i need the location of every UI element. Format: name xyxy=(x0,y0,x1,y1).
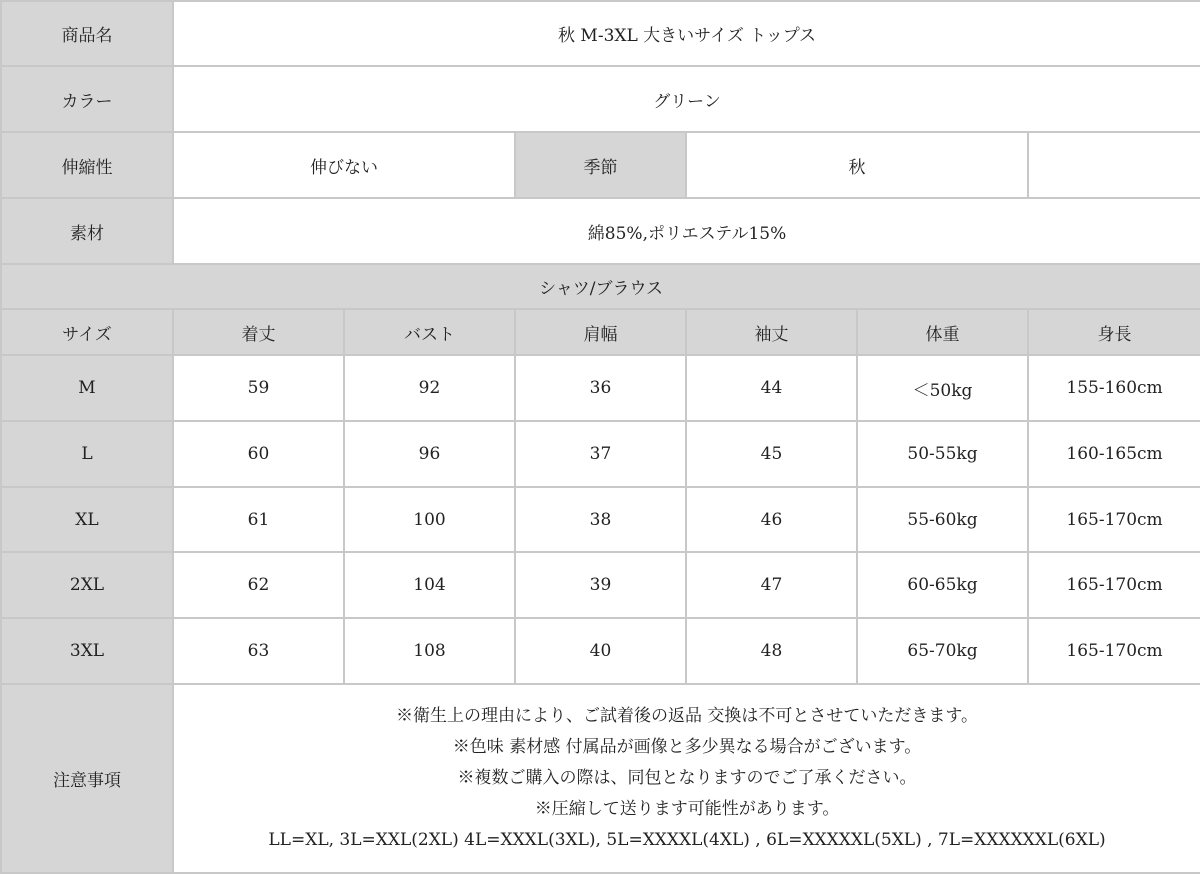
height-cell: 160-165cm xyxy=(1028,421,1200,487)
product-name-row xyxy=(1,1,1200,66)
color-label: カラー xyxy=(1,66,173,132)
shoulder-cell: 40 xyxy=(515,618,686,684)
shoulder-cell: 37 xyxy=(515,421,686,487)
notes-content xyxy=(173,684,1200,873)
sleeve-cell: 44 xyxy=(686,355,857,421)
material-row xyxy=(1,198,1200,264)
sleeve-cell: 48 xyxy=(686,618,857,684)
category-title: シャツ/ブラウス xyxy=(1,264,1200,309)
shoulder-cell: 39 xyxy=(515,552,686,618)
length-cell: 60 xyxy=(173,421,344,487)
sleeve-cell: 45 xyxy=(686,421,857,487)
weight-cell: 55-60kg xyxy=(857,487,1028,552)
note-line: ※色味 素材感 付属品が画像と多少異なる場合がございます。 xyxy=(452,737,922,757)
notes-row xyxy=(1,684,1200,873)
header-sleeve: 袖丈 xyxy=(686,309,857,355)
header-length: 着丈 xyxy=(173,309,344,355)
bust-cell: 96 xyxy=(344,421,515,487)
length-cell: 63 xyxy=(173,618,344,684)
material-value: 綿85%,ポリエステル15% xyxy=(173,198,1200,264)
header-height: 身長 xyxy=(1028,309,1200,355)
notes-label: 注意事項 xyxy=(1,684,173,873)
table-row xyxy=(1,487,1200,552)
product-name-value: 秋 M-3XL 大きいサイズ トップス xyxy=(173,1,1200,66)
empty-cell xyxy=(1028,132,1200,198)
bust-cell: 92 xyxy=(344,355,515,421)
note-line: ※圧縮して送ります可能性があります。 xyxy=(534,799,840,819)
height-cell: 165-170cm xyxy=(1028,618,1200,684)
height-cell: 165-170cm xyxy=(1028,487,1200,552)
size-header-row xyxy=(1,309,1200,355)
length-cell: 62 xyxy=(173,552,344,618)
season-value: 秋 xyxy=(686,132,1028,198)
category-row xyxy=(1,264,1200,309)
sleeve-cell: 46 xyxy=(686,487,857,552)
note-line: ※衛生上の理由により、ご試着後の返品 交換は不可とさせていただきます。 xyxy=(396,706,979,726)
bust-cell: 100 xyxy=(344,487,515,552)
product-name-label: 商品名 xyxy=(1,1,173,66)
bust-cell: 104 xyxy=(344,552,515,618)
height-cell: 155-160cm xyxy=(1028,355,1200,421)
color-value: グリーン xyxy=(173,66,1200,132)
table-row xyxy=(1,355,1200,421)
table-row xyxy=(1,552,1200,618)
shoulder-cell: 38 xyxy=(515,487,686,552)
note-line: ※複数ご購入の際は、同包となりますのでご了承ください。 xyxy=(457,768,917,788)
table-row xyxy=(1,421,1200,487)
header-size: サイズ xyxy=(1,309,173,355)
size-cell: L xyxy=(1,421,173,487)
stretch-value: 伸びない xyxy=(173,132,515,198)
weight-cell: 65-70kg xyxy=(857,618,1028,684)
height-cell: 165-170cm xyxy=(1028,552,1200,618)
header-bust: バスト xyxy=(344,309,515,355)
bust-cell: 108 xyxy=(344,618,515,684)
length-cell: 59 xyxy=(173,355,344,421)
season-label: 季節 xyxy=(515,132,686,198)
weight-cell: 50-55kg xyxy=(857,421,1028,487)
weight-cell: 60-65kg xyxy=(857,552,1028,618)
table-row xyxy=(1,618,1200,684)
color-row xyxy=(1,66,1200,132)
stretch-label: 伸縮性 xyxy=(1,132,173,198)
shoulder-cell: 36 xyxy=(515,355,686,421)
size-cell: M xyxy=(1,355,173,421)
length-cell: 61 xyxy=(173,487,344,552)
weight-cell: ＜50kg xyxy=(857,355,1028,421)
sleeve-cell: 47 xyxy=(686,552,857,618)
stretch-row xyxy=(1,132,1200,198)
size-conversion-note: LL=XL, 3L=XXL(2XL) 4L=XXXL(3XL), 5L=XXXXL(4XL) , 6L=XXXXXL(5XL) , 7L=XXXXXXL(6XL) xyxy=(268,830,1106,850)
material-label: 素材 xyxy=(1,198,173,264)
size-cell: XL xyxy=(1,487,173,552)
header-shoulder: 肩幅 xyxy=(515,309,686,355)
size-cell: 2XL xyxy=(1,552,173,618)
size-cell: 3XL xyxy=(1,618,173,684)
header-weight: 体重 xyxy=(857,309,1028,355)
